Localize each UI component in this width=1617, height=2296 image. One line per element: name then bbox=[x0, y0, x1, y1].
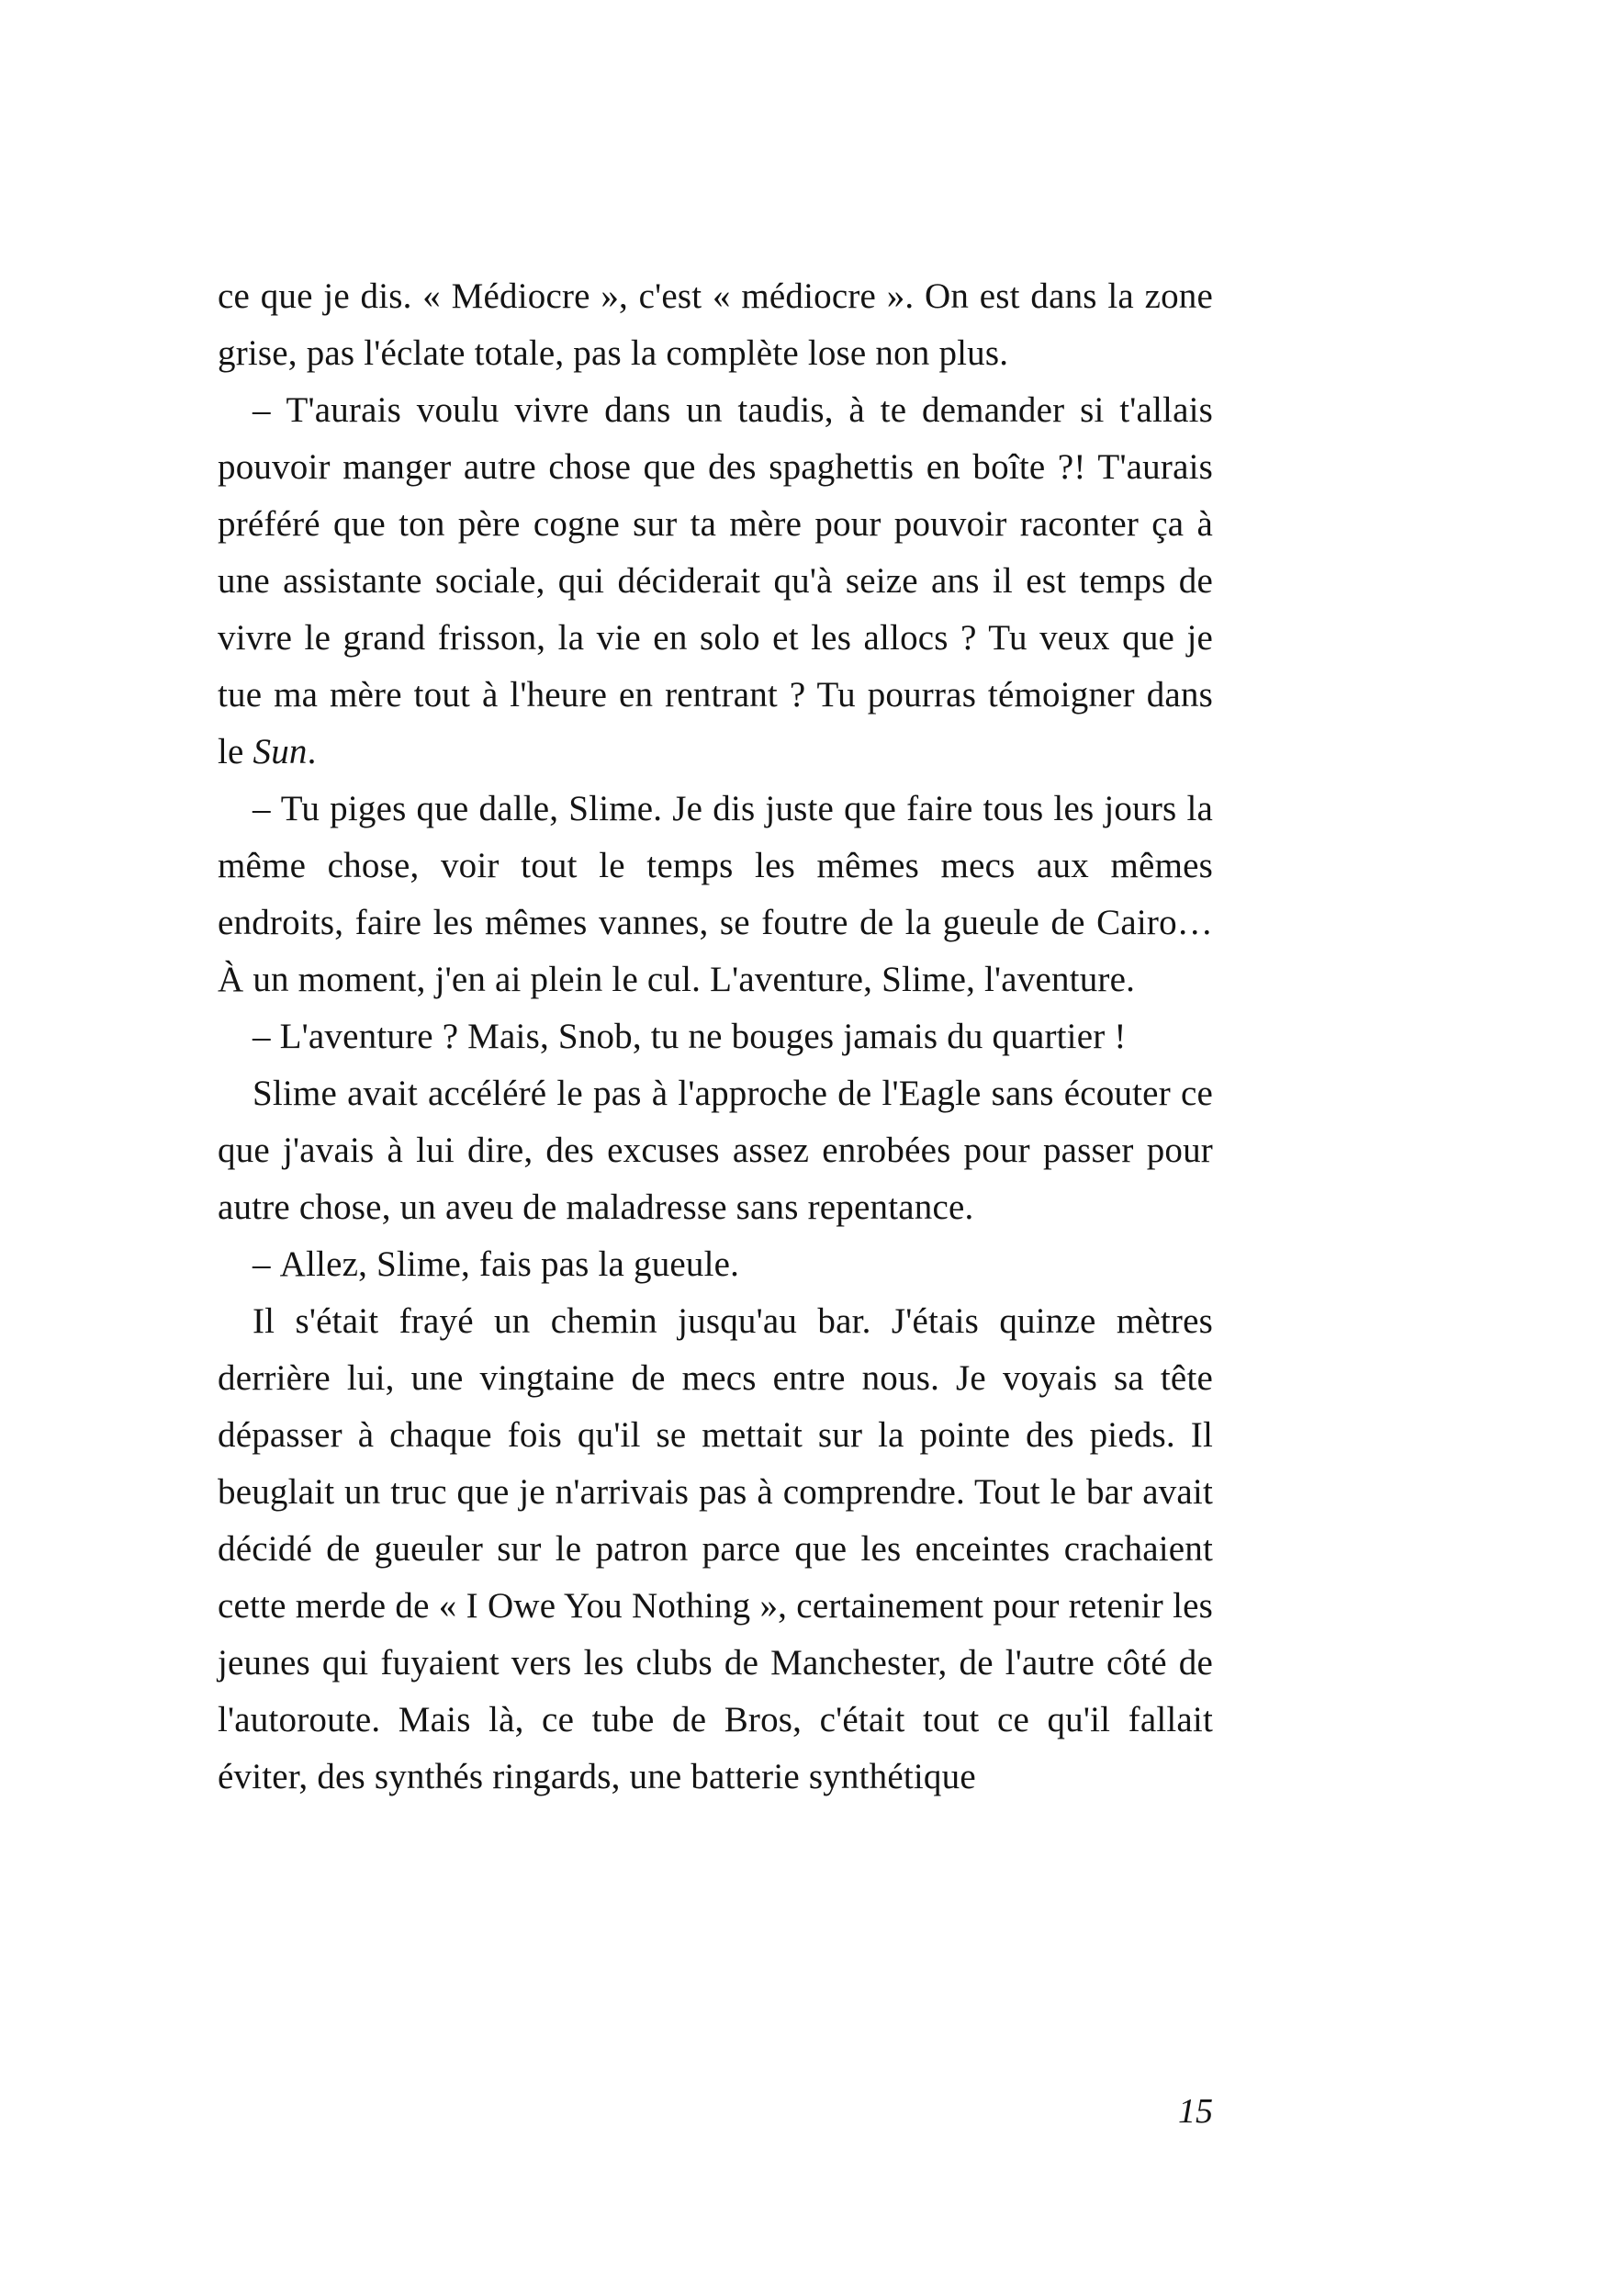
page-number: 15 bbox=[1178, 2092, 1213, 2131]
paragraph bbox=[218, 268, 1213, 382]
paragraph bbox=[218, 1293, 1213, 1806]
text-segment: Slime avait accéléré le pas à l'approche de l'Eagle sans écouter ce que j'avais à lui dire, des excuses assez enrobées pour passer pour autre chose, un aveu de maladresse sans repentance. bbox=[218, 1074, 1213, 1227]
text-segment: – Tu piges que dalle, Slime. Je dis juste que faire tous les jours la même chose, voir tout le temps les mêmes mecs aux mêmes endroits, faire les mêmes vannes, se foutre de la gueule de Cairo… À un moment, j'en ai plein le cul. L'aventure, Slime, l'aventure. bbox=[218, 789, 1213, 999]
paragraph bbox=[218, 1065, 1213, 1236]
paragraph bbox=[218, 382, 1213, 781]
text-segment: – L'aventure ? Mais, Snob, tu ne bouges jamais du quartier ! bbox=[253, 1017, 1127, 1056]
text-segment: ce que je dis. « Médiocre », c'est « médiocre ». On est dans la zone grise, pas l'éclate totale, pas la complète lose non plus. bbox=[218, 276, 1213, 373]
paragraph bbox=[218, 781, 1213, 1008]
italic-text: Sun bbox=[253, 732, 308, 771]
text-segment: – Allez, Slime, fais pas la gueule. bbox=[253, 1244, 740, 1284]
paragraph bbox=[218, 1008, 1213, 1065]
text-segment: Il s'était frayé un chemin jusqu'au bar. J'étais quinze mètres derrière lui, une vingtaine de mecs entre nous. Je voyais sa tête dépasser à chaque fois qu'il se mettait sur la pointe des pieds. Il beuglait un truc que je n'arrivais pas à comprendre. Tout le bar avait décidé de gueuler sur le patron parce que les enceintes crachaient cette merde de « I Owe You Nothing », certainement pour retenir les jeunes qui fuyaient vers les clubs de Manchester, de l'autre côté de l'autoroute. Mais là, ce tube de Bros, c'était tout ce qu'il fallait éviter, des synthés ringards, une batterie synthétique bbox=[218, 1301, 1213, 1796]
paragraph bbox=[218, 1236, 1213, 1293]
body-text bbox=[218, 268, 1213, 1806]
text-segment: – T'aurais voulu vivre dans un taudis, à te demander si t'allais pouvoir manger autre chose que des spaghettis en boîte ?! T'aurais préféré que ton père cogne sur ta mère pour pouvoir raconter ça à une assistante sociale, qui déciderait qu'à seize ans il est temps de vivre le grand frisson, la vie en solo et les allocs ? Tu veux que je tue ma mère tout à l'heure en rentrant ? Tu pourras témoigner dans le bbox=[218, 390, 1213, 771]
text-segment: . bbox=[307, 732, 317, 771]
